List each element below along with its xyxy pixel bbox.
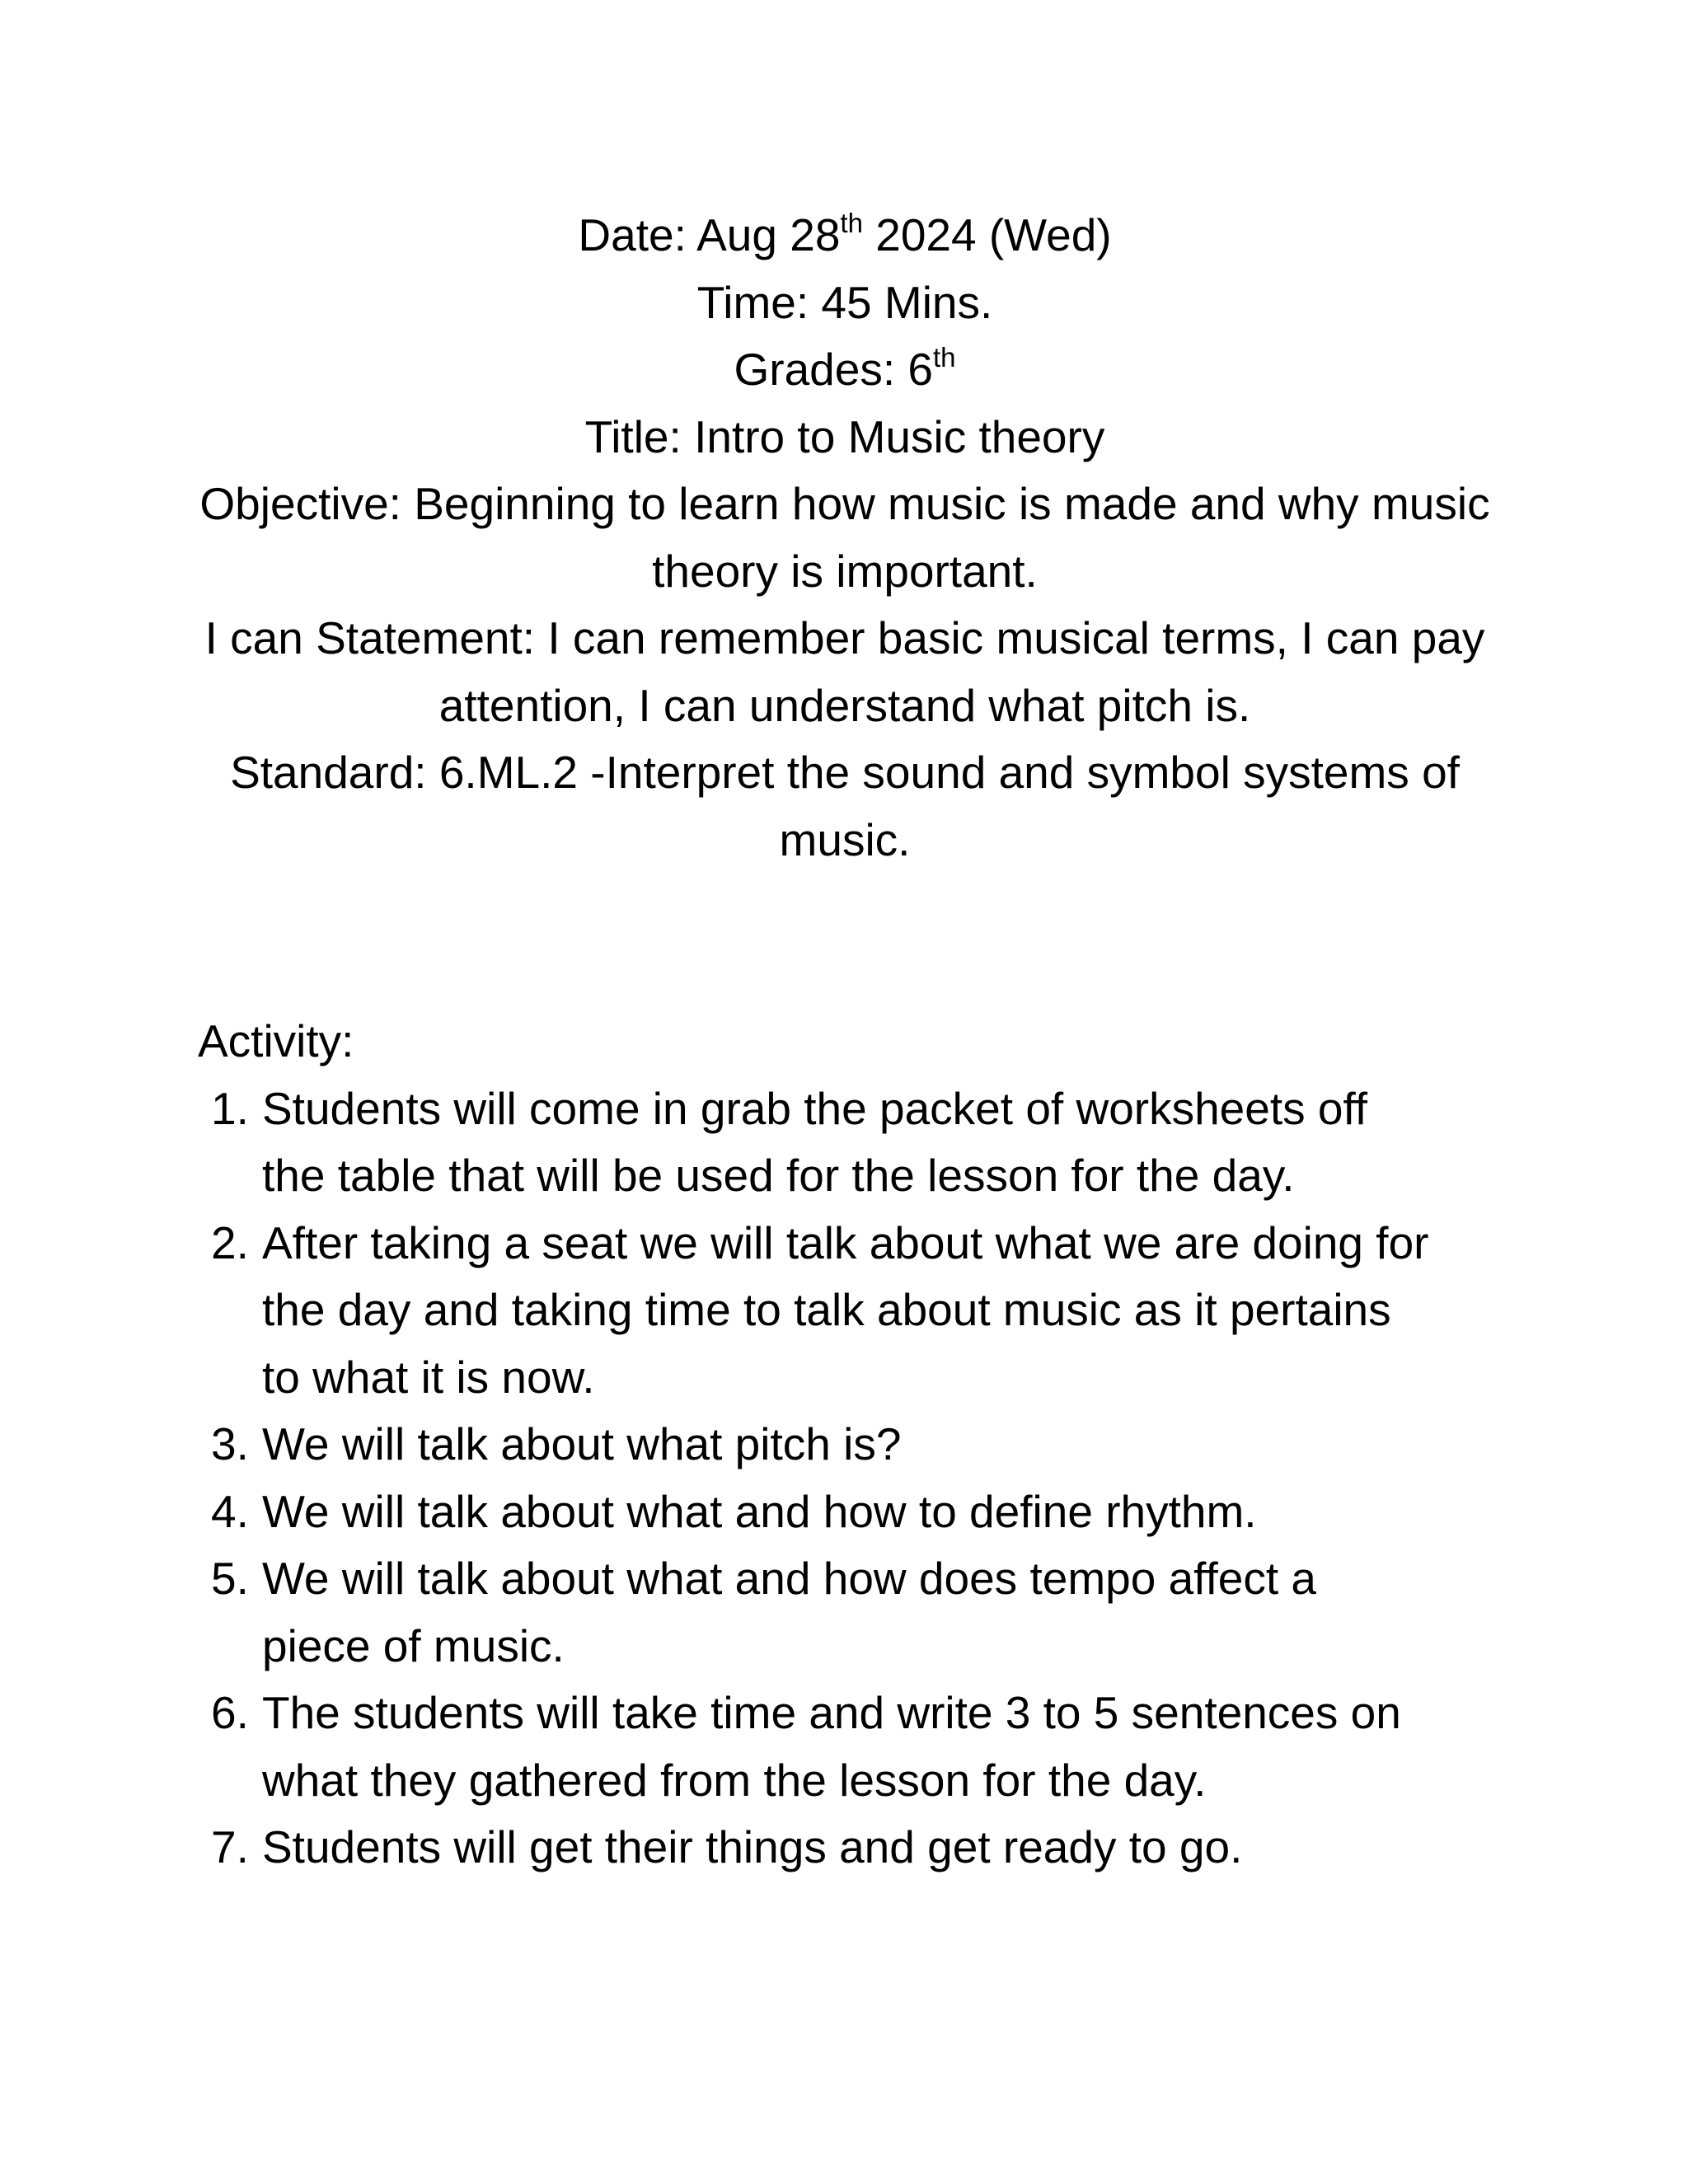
list-item [211,1680,1432,1814]
list-item [211,1210,1432,1412]
standard-line: Standard: 6.ML.2 -Interpret the sound and symbol systems of music. [230,747,1460,865]
list-number: 7. [211,1821,249,1872]
list-number: 1. [211,1082,249,1134]
list-number: 6. [211,1687,249,1738]
grades-line [198,336,1492,404]
list-text: We will talk about what and how to define rhythm. [262,1485,1257,1537]
list-number: 5. [211,1553,249,1604]
list-item [211,1076,1432,1210]
list-number: 4. [211,1485,249,1537]
list-item [211,1545,1432,1680]
list-number: 2. [211,1216,249,1268]
lesson-header [198,202,1492,874]
objective-line: Objective: Beginning to learn how music is made and why music theory is important. [199,478,1490,597]
list-item [211,1479,1432,1546]
list-text: After taking a seat we will talk about what we are doing for the day and taking time to talk about music as it pertains to what it is now. [262,1216,1429,1403]
list-item [211,1814,1432,1882]
list-text: Students will come in grab the packet of worksheets off the table that will be used for the lesson for the day. [262,1082,1368,1201]
list-item [211,1411,1432,1479]
grades-superscript: th [932,342,956,373]
activity-list [198,1076,1432,1882]
list-text: We will talk about what and how does tempo affect a piece of music. [262,1553,1316,1671]
date-superscript: th [840,208,863,238]
document-content [198,202,1492,1882]
list-text: We will talk about what pitch is? [262,1418,902,1469]
time-line: Time: 45 Mins. [696,276,993,328]
date-suffix: 2024 (Wed) [862,209,1112,260]
grades-prefix: Grades: 6 [734,344,933,395]
list-number: 3. [211,1418,249,1469]
date-line [198,202,1492,269]
date-prefix: Date: Aug 28 [578,209,841,260]
list-text: Students will get their things and get ready to go. [262,1821,1243,1872]
title-line: Title: Intro to Music theory [584,410,1105,462]
activity-heading: Activity: [198,1015,354,1066]
list-text: The students will take time and write 3 to 5 sentences on what they gathered from the lesson for the day. [262,1687,1401,1806]
i-can-statement: I can Statement: I can remember basic musical terms, I can pay attention, I can understand what pitch is. [204,612,1485,731]
